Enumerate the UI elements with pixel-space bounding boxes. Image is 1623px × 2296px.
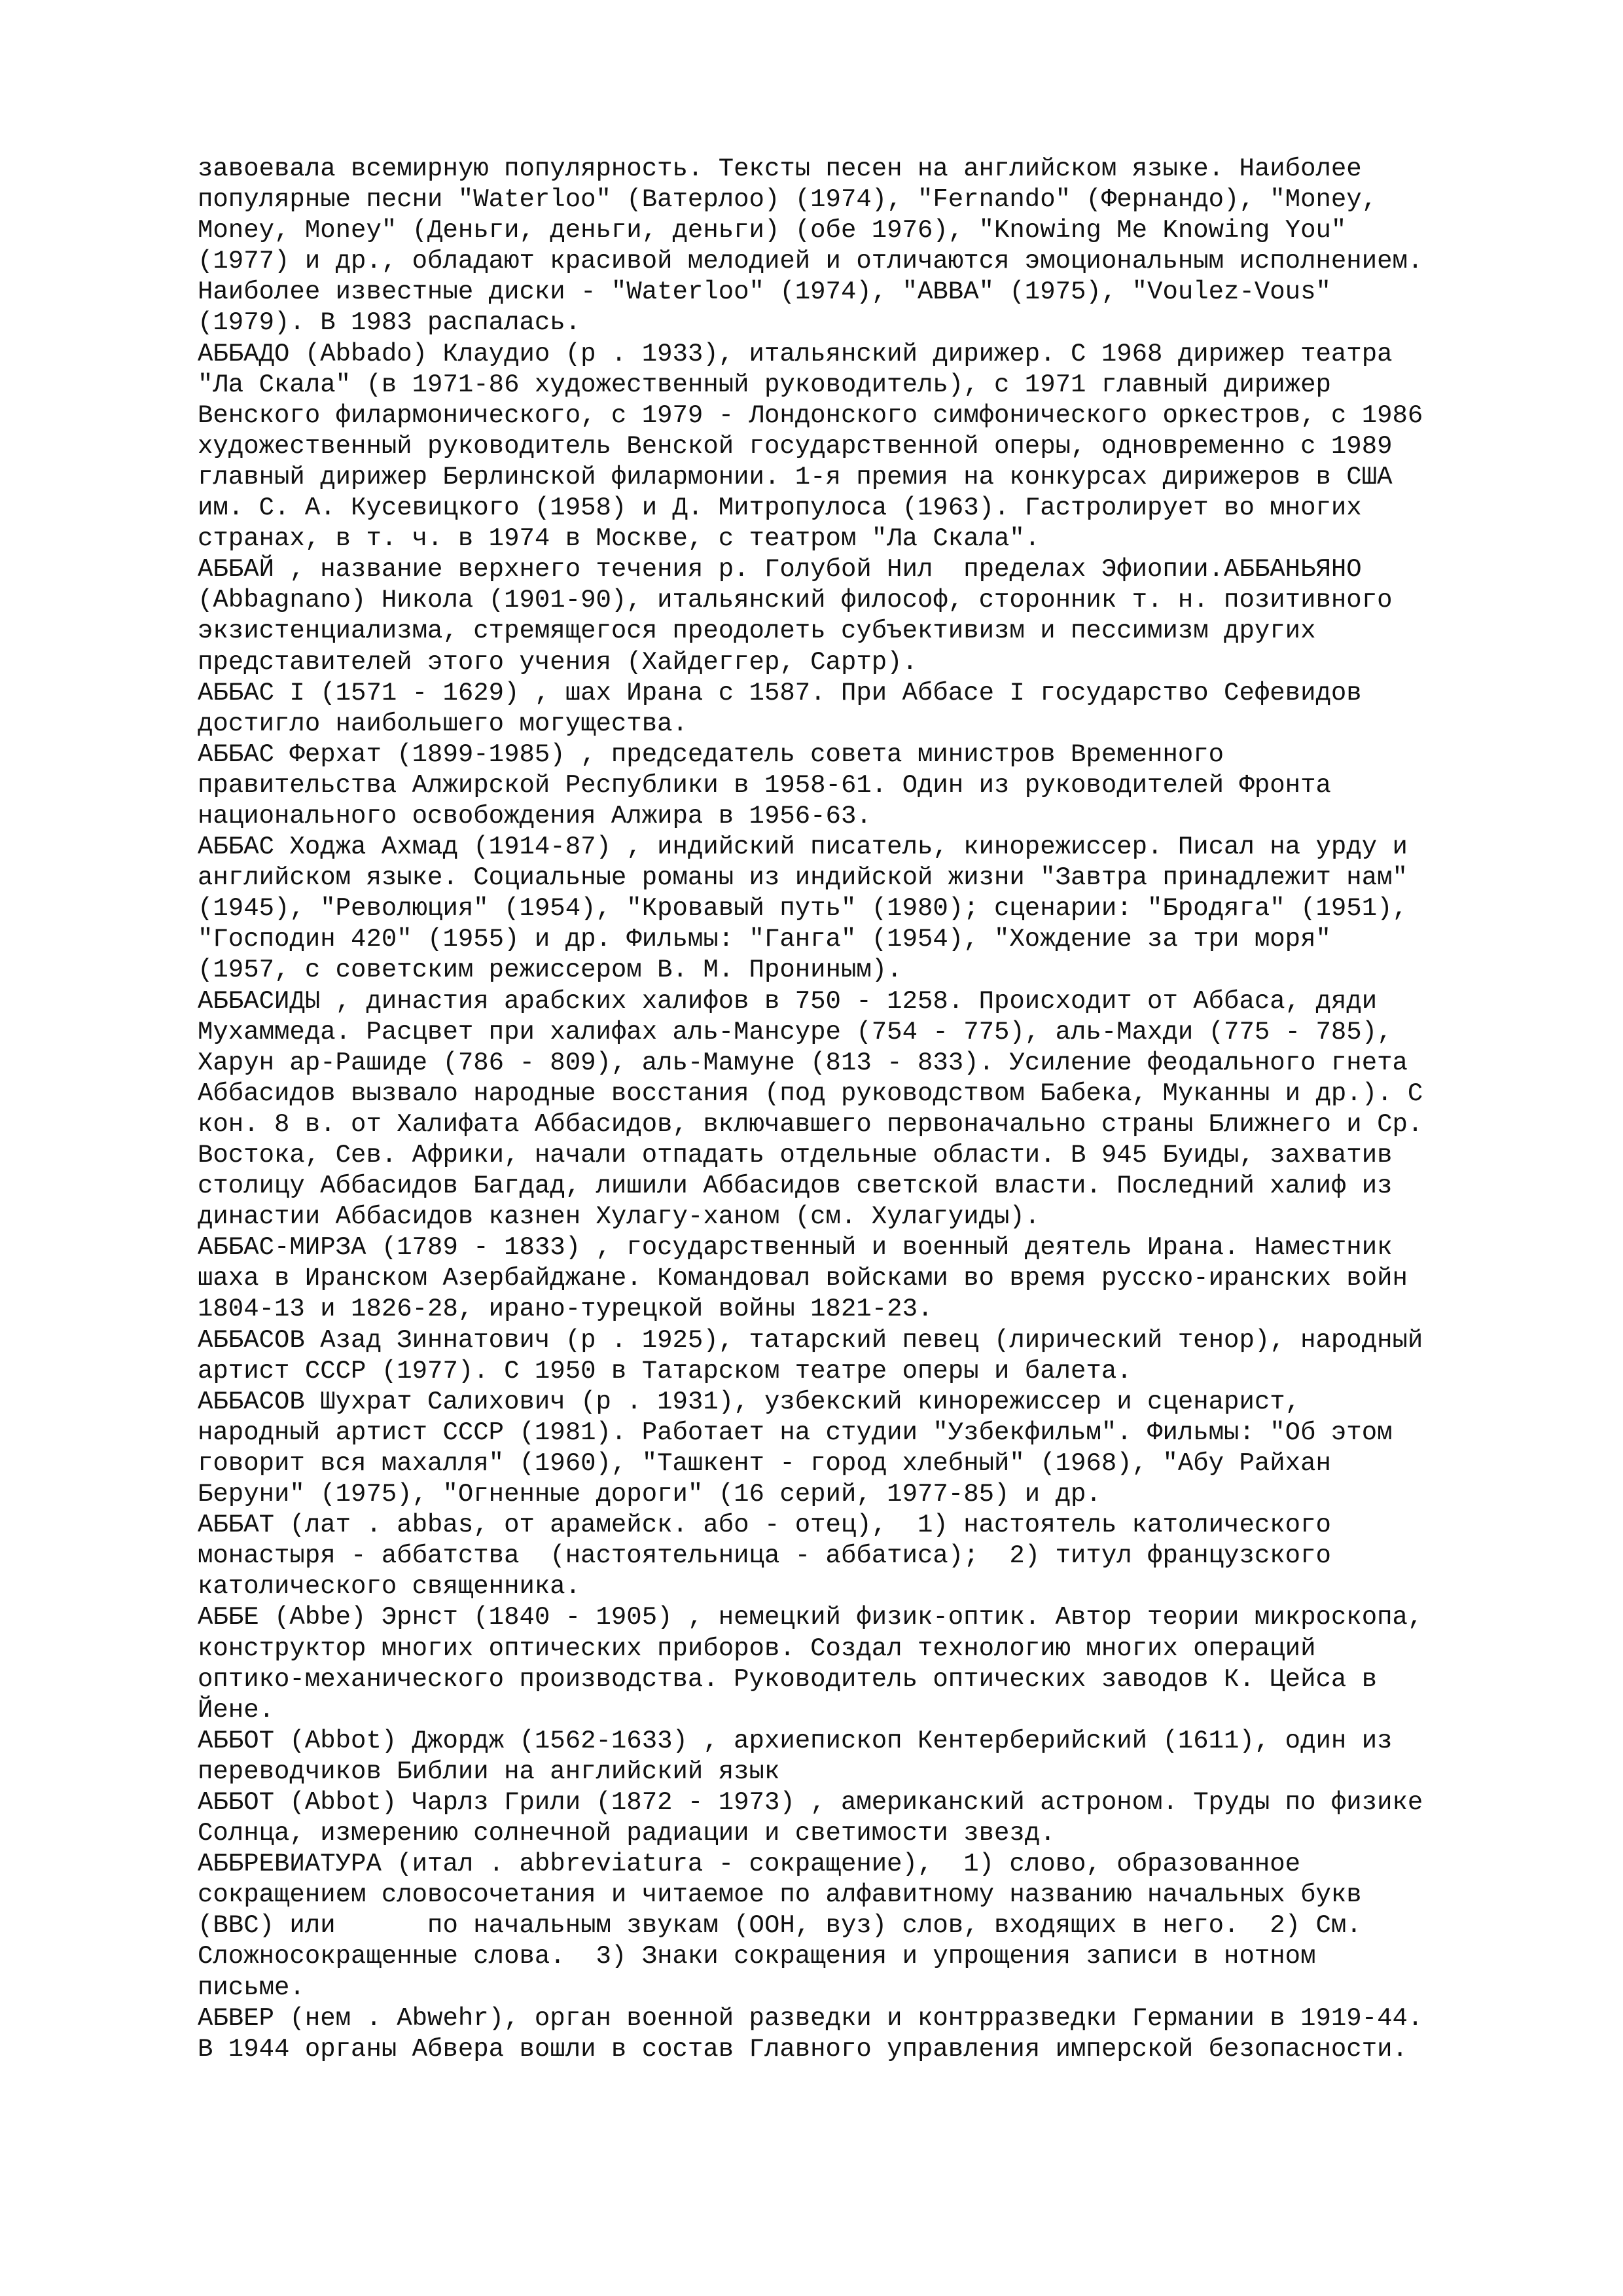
text-line: В 1944 органы Абвера вошли в состав Главного управления имперской безопасности. [198,2034,1408,2064]
text-line: АББАСОВ Шухрат Салихович (р . 1931), узбекский кинорежиссер и сценарист, [198,1387,1301,1416]
text-line: династии Аббасидов казнен Хулагу-ханом (см. Хулагуиды). [198,1202,1041,1232]
text-line: АББАС I (1571 - 1629) , шах Ирана с 1587. При Аббасе I государство Сефевидов [198,678,1362,708]
text-line: шаха в Иранском Азербайджане. Командовал войсками во время русско-иранских войн [198,1264,1408,1293]
encyclopedia-entry [198,1849,1546,2003]
text-line: монастыря - аббатства (настоятельница - аббатиса); 2) титул французского [198,1541,1331,1571]
text-line: Йене. [198,1695,275,1725]
text-line: главный дирижер Берлинской филармонии. 1-я премия на конкурсах дирижеров в США [198,462,1393,492]
text-line: странах, в т. ч. в 1974 в Москве, с театром "Ла Скала". [198,524,1041,554]
text-line: правительства Алжирской Республики в 1958-61. Один из руководителей Фронта [198,770,1331,800]
encyclopedia-entry [198,339,1546,555]
text-line: (1979). В 1983 распалась. [198,308,581,338]
text-line: (1977) и др., обладают красивой мелодией и отличаются эмоциональным исполнением. [198,247,1423,276]
text-line: АББАТ (лат . abbas, от арамейск. або - отец), 1) настоятель католического [198,1511,1331,1540]
text-line: кон. 8 в. от Халифата Аббасидов, включавшего первоначально страны Ближнего и Ср. [198,1109,1423,1139]
text-line: Венского филармонического, с 1979 - Лондонского симфонического оркестров, с 1986 [198,401,1423,430]
text-line: католического священника. [198,1572,581,1602]
text-line: АББАС-МИРЗА (1789 - 1833) , государственный и военный деятель Ирана. Наместник [198,1233,1393,1263]
encyclopedia-entry [198,1602,1546,1725]
text-line: АББАСОВ Азад Зиннатович (р . 1925), татарский певец (лирический тенор), народный [198,1325,1423,1355]
text-line: 1804-13 и 1826-28, ирано-турецкой войны 1821-23. [198,1295,933,1324]
encyclopedia-entry [198,1510,1546,1602]
encyclopedia-entry [198,1232,1546,1325]
text-line: (Abbagnano) Никола (1901-90), итальянский философ, сторонник т. н. позитивного [198,586,1393,615]
text-line: Money, Money" (Деньги, деньги, деньги) (обе 1976), "Knowing Me Knowing You" [198,216,1347,245]
encyclopedia-entry [198,554,1546,677]
text-line: национального освобождения Алжира в 1956-63. [198,801,872,831]
text-line: народный артист СССР (1981). Работает на студии "Узбекфильм". Фильмы: "Об этом [198,1418,1393,1447]
encyclopedia-entry [198,2003,1546,2065]
encyclopedia-entry [198,1726,1546,1787]
encyclopedia-entry [198,1387,1546,1510]
text-line: "Господин 420" (1955) и др. Фильмы: "Ганга" (1954), "Хождение за три моря" [198,925,1331,954]
text-line: (1945), "Революция" (1954), "Кровавый путь" (1980); сценарии: "Бродяга" (1951), [198,894,1408,924]
encyclopedia-entry [198,154,1546,339]
text-line: АББОТ (Abbot) Чарлз Грили (1872 - 1973) , американский астроном. Труды по физике [198,1787,1423,1817]
encyclopedia-entry [198,832,1546,986]
text-line: завоевала всемирную популярность. Тексты песен на английском языке. Наиболее [198,154,1362,183]
text-line: конструктор многих оптических приборов. Создал технологию многих операций [198,1634,1316,1663]
text-line: "Ла Скала" (в 1971-86 художественный руководитель), с 1971 главный дирижер [198,370,1331,399]
encyclopedia-entry [198,1325,1546,1387]
text-line: популярные песни "Waterloo" (Ватерлоо) (1974), "Fernando" (Фернандо), "Money, [198,185,1378,215]
text-line: Солнца, измерению солнечной радиации и светимости звезд. [198,1819,1056,1848]
text-line: Сложносокращенные слова. 3) Знаки сокращения и упрощения записи в нотном [198,1942,1316,1971]
text-line: Беруни" (1975), "Огненные дороги" (16 серий, 1977-85) и др. [198,1480,1101,1509]
text-line: говорит вся махалля" (1960), "Ташкент - город хлебный" (1968), "Абу Райхан [198,1448,1331,1478]
text-line: Харун ар-Рашиде (786 - 809), аль-Мамуне (813 - 833). Усиление феодального гнета [198,1048,1408,1077]
encyclopedia-entry [198,1787,1546,1849]
text-line: АББЕ (Abbe) Эрнст (1840 - 1905) , немецкий физик-оптик. Автор теории микроскопа, [198,1603,1423,1632]
text-line: представителей этого учения (Хайдеггер, Сартр). [198,647,918,677]
text-line: Востока, Сев. Африки, начали отпадать отдельные области. В 945 Буиды, захватив [198,1141,1393,1170]
text-line: художественный руководитель Венской государственной оперы, одновременно с 1989 [198,431,1393,461]
encyclopedia-entry [198,740,1546,832]
text-line: АББАЙ , название верхнего течения р. Голубой Нил пределах Эфиопии.АББАНЬЯНО [198,555,1362,584]
text-line: АББАДО (Abbado) Клаудио (р . 1933), итальянский дирижер. С 1968 дирижер театра [198,339,1393,368]
text-line: Наиболее известные диски - "Waterloo" (1974), "ABBA" (1975), "Voulez-Vous" [198,278,1331,307]
text-line: АББОТ (Abbot) Джордж (1562-1633) , архиепископ Кентерберийский (1611), один из [198,1726,1393,1755]
text-line: АББРЕВИАТУРА (итал . abbreviatura - сокращение), 1) слово, образованное [198,1850,1301,1879]
document-page [198,154,1546,2065]
text-line: АББАС Ходжа Ахмад (1914-87) , индийский писатель, кинорежиссер. Писал на урду и [198,833,1408,862]
text-line: АБВЕР (нем . Abwehr), орган военной разведки и контрразведки Германии в 1919-44. [198,2003,1423,2033]
text-line: столицу Аббасидов Багдад, лишили Аббасидов светской власти. Последний халиф из [198,1172,1393,1201]
text-line: оптико-механического производства. Руководитель оптических заводов К. Цейса в [198,1664,1378,1694]
text-line: АББАСИДЫ , династия арабских халифов в 750 - 1258. Происходит от Аббаса, дяди [198,986,1378,1016]
text-line: достигло наибольшего могущества. [198,709,688,738]
text-line: артист СССР (1977). С 1950 в Татарском театре оперы и балета. [198,1356,1132,1386]
text-line: АББАС Ферхат (1899-1985) , председатель совета министров Временного [198,740,1224,769]
text-line: им. С. А. Кусевицкого (1958) и Д. Митропулоса (1963). Гастролирует во многих [198,493,1362,523]
encyclopedia-entry [198,678,1546,740]
text-line: (ВВС) или по начальным звукам (ООН, вуз) слов, входящих в него. 2) См. [198,1911,1362,1941]
text-line: Мухаммеда. Расцвет при халифах аль-Мансуре (754 - 775), аль-Махди (775 - 785), [198,1017,1393,1047]
text-line: переводчиков Библии на английский язык [198,1757,780,1786]
text-line: экзистенциализма, стремящегося преодолеть субъективизм и пессимизм других [198,617,1316,646]
encyclopedia-entry [198,986,1546,1233]
text-line: Аббасидов вызвало народные восстания (под руководством Бабека, Муканны и др.). С [198,1079,1423,1108]
text-line: (1957, с советским режиссером В. М. Прониным). [198,956,902,985]
text-line: английском языке. Социальные романы из индийской жизни "Завтра принадлежит нам" [198,863,1408,893]
text-line: письме. [198,1973,305,2002]
text-line: сокращением словосочетания и читаемое по алфавитному названию начальных букв [198,1880,1362,1910]
